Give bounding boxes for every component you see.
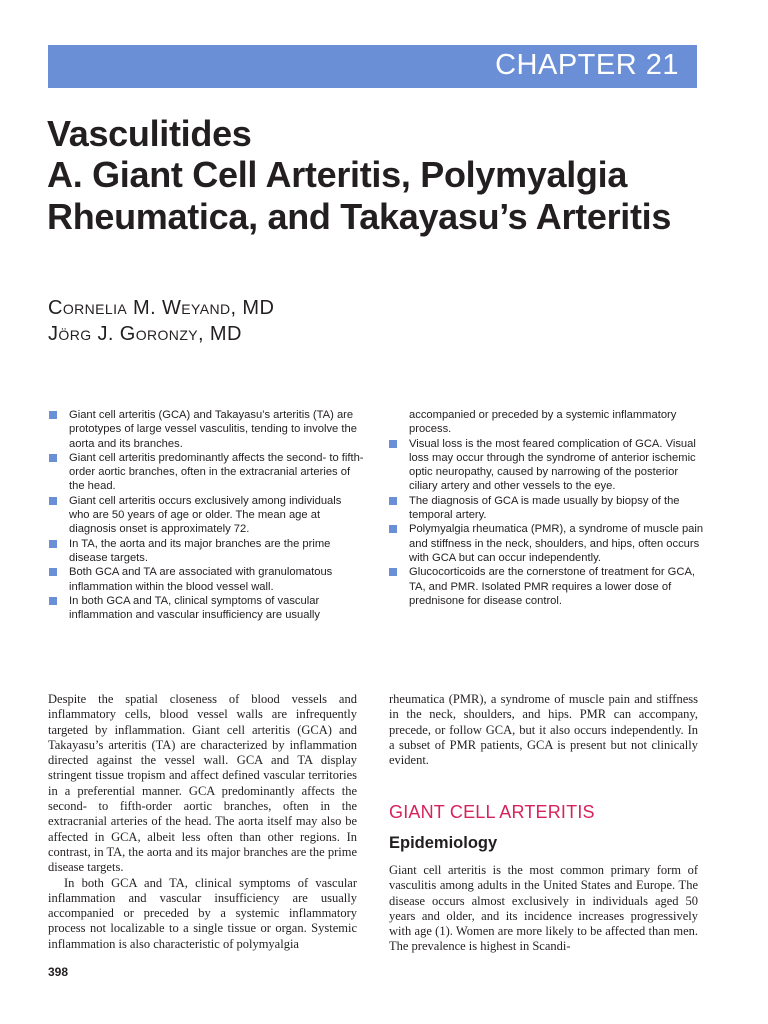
chapter-title: Vasculitides [47,113,252,154]
key-point: Both GCA and TA are associated with granulomatous inflammation within the blood vessel wall. [48,565,364,594]
body-paragraph: Giant cell arteritis is the most common primary form of vasculitis among adults in the United States and Europe. The disease occurs almost exclusively in individuals aged 50 years and older, and its incidence increases progressively with age (1). Women are more likely to be affected than men. The prevalence is highest in Scandi- [389,863,698,954]
chapter-subtitle: A. Giant Cell Arteritis, Polymyalgia Rheumatica, and Takayasu’s Arteritis [47,154,672,237]
key-point: Glucocorticoids are the cornerstone of treatment for GCA, TA, and PMR. Isolated PMR requires a lower dose of prednisone for disease control. [388,565,708,608]
section-heading: GIANT CELL ARTERITIS [389,802,595,822]
body-column-right-epidemiology [389,863,698,955]
subsection-heading: Epidemiology [389,834,498,852]
square-bullet-icon [389,440,397,448]
square-bullet-icon [49,597,57,605]
author-1: Cornelia M. Weyand, MD [48,297,275,319]
square-bullet-icon [389,497,397,505]
chapter-banner [48,45,697,88]
key-point: Giant cell arteritis occurs exclusively among individuals who are 50 years of age or older. The mean age at diagnosis onset is approximately 72. [48,494,364,537]
square-bullet-icon [49,540,57,548]
key-point: In TA, the aorta and its major branches are the prime disease targets. [48,537,364,566]
body-paragraph: rheumatica (PMR), a syndrome of muscle pain and stiffness in the neck, shoulders, and hips. PMR can accompany, precede, or follow GCA, but it also occurs independently. In a subset of PMR patients, GCA is present but not clinically evident. [389,692,698,768]
body-column-right [389,692,698,768]
square-bullet-icon [49,568,57,576]
key-points-left [48,408,364,622]
square-bullet-icon [389,568,397,576]
key-point: In both GCA and TA, clinical symptoms of vascular inflammation and vascular insufficiency are usually [48,594,364,623]
body-column-left [48,692,357,952]
author-2: Jörg J. Goronzy, MD [48,323,242,345]
square-bullet-icon [49,454,57,462]
body-paragraph: Despite the spatial closeness of blood vessels and inflammatory cells, blood vessel walls are infrequently targeted by inflammation. Giant cell arteritis (GCA) and Takayasu’s arteritis (TA) are characterized by inflammation directed against the vessel wall. GCA and TA display stringent tissue tropism and affect defined vascular territories in a preferential manner. GCA predominantly affects the second- to fifth-order aortic branches, often in the extracranial arteries of the head. The aorta itself may also be affected in GCA, albeit less often than other regions. In contrast, in TA, the aorta and its major branches are the prime disease targets. [48,692,357,875]
page-number: 398 [48,965,69,979]
square-bullet-icon [389,525,397,533]
key-point: Polymyalgia rheumatica (PMR), a syndrome of muscle pain and stiffness in the neck, shoulders, and hips, often occurs with GCA but can occur independently. [388,522,708,565]
chapter-label: CHAPTER 21 [495,49,679,81]
body-paragraph: In both GCA and TA, clinical symptoms of vascular inflammation and vascular insufficiency are usually accompanied or preceded by a systemic inflammatory process not localizable to a single tissue or organ. Systemic inflammation is also characteristic of polymyalgia [48,875,357,951]
key-point: Giant cell arteritis predominantly affects the second- to fifth-order aortic branches, often in the extracranial arteries of the head. [48,451,364,494]
key-point-continuation: accompanied or preceded by a systemic inflammatory process. [409,409,677,436]
key-point: Visual loss is the most feared complication of GCA. Visual loss may occur through the syndrome of anterior ischemic optic neuropathy, caused by narrowing of the posterior ciliary artery and other vessels to the eye. [388,437,708,494]
key-points-right [388,408,708,608]
key-point: The diagnosis of GCA is made usually by biopsy of the temporal artery. [388,494,708,523]
key-point: Giant cell arteritis (GCA) and Takayasu’s arteritis (TA) are prototypes of large vessel vasculitis, tending to involve the aorta and its branches. [48,408,364,451]
square-bullet-icon [49,411,57,419]
square-bullet-icon [49,497,57,505]
